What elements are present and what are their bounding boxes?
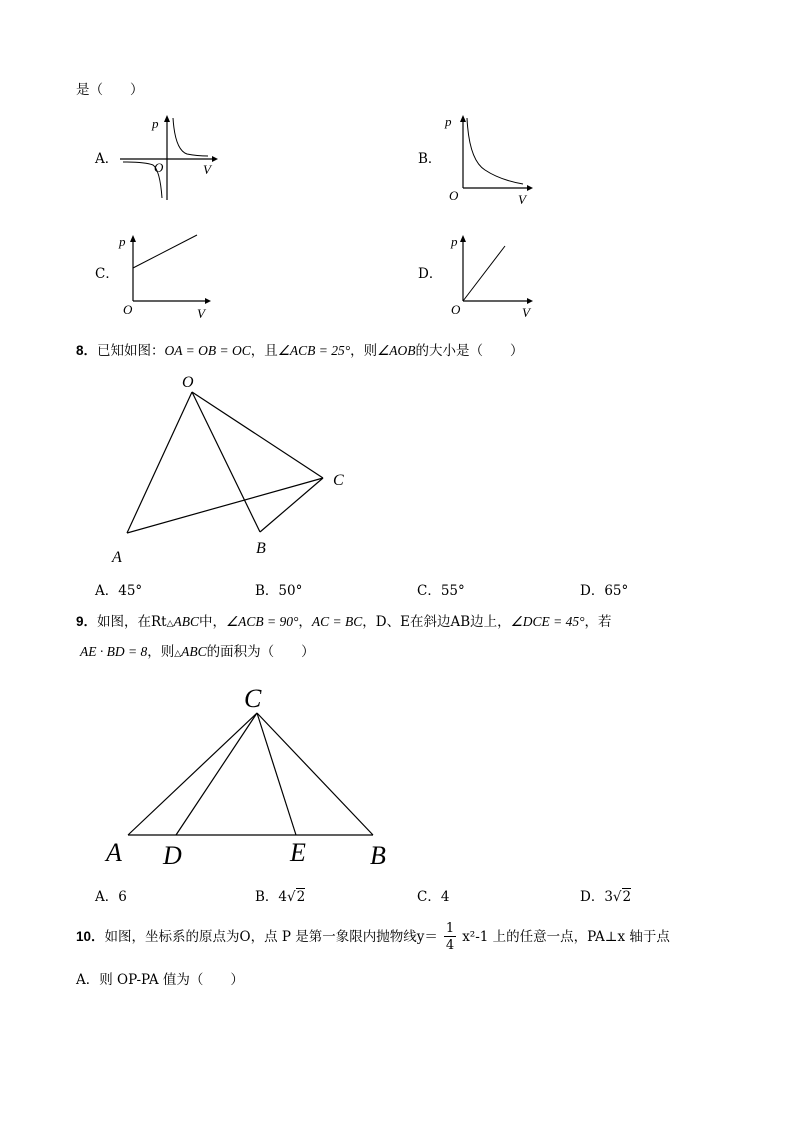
x-arrow-icon — [527, 185, 533, 191]
y-axis-label: p — [445, 114, 452, 129]
q10-stem-line-1 — [76, 922, 670, 953]
q9-number: 9． — [76, 614, 98, 629]
q7-graph-c — [115, 230, 215, 320]
fraction — [444, 922, 456, 953]
segment-OC — [192, 392, 323, 478]
line-graph — [133, 235, 197, 268]
triangle-icon: △ — [174, 649, 182, 659]
q9-text-6: 的面积为（ ） — [206, 644, 315, 660]
x-axis-label: V — [203, 162, 211, 177]
q7-option-d-label: D． — [418, 266, 443, 282]
q8-angle: ∠ACB = 25° — [277, 343, 351, 358]
q9-cond-1: ∠ACB = 90° — [226, 614, 299, 629]
q9-cond-3: ∠DCE = 45° — [510, 614, 585, 629]
segment-OA — [127, 392, 192, 533]
q9-choice-b-coef: B．4 — [255, 889, 288, 905]
y-arrow-icon — [164, 115, 170, 122]
hyperbola-branch-1 — [173, 118, 208, 156]
origin-label: O — [451, 302, 461, 317]
y-arrow-icon — [130, 235, 136, 242]
y-axis-label: p — [451, 234, 458, 249]
segment-CA — [128, 713, 257, 835]
q8-number: 8． — [76, 343, 98, 358]
point-B-label: B — [370, 841, 386, 870]
q8-text-2: ，且 — [250, 343, 278, 359]
q8-choice-a: A．45° — [95, 583, 143, 599]
segment-AC — [127, 478, 323, 533]
triangle-icon: △ — [166, 619, 174, 629]
q9-choice-d-radicand: 2 — [622, 889, 632, 905]
q7-graph-a — [115, 110, 225, 200]
segment-CD — [176, 713, 257, 835]
segment-CB — [257, 713, 373, 835]
y-arrow-icon — [460, 115, 466, 122]
point-C-label: C — [244, 684, 262, 713]
curve — [467, 118, 523, 184]
q8-ask: ∠AOB — [377, 343, 416, 358]
q9-sep: ， — [298, 614, 312, 630]
q7-option-b-label: B． — [418, 151, 442, 167]
q9-choice-b — [255, 888, 305, 906]
x-arrow-icon — [205, 298, 211, 304]
point-A-label: A — [112, 549, 122, 566]
q9-stem-line-2 — [80, 643, 315, 663]
q7-option-c-label: C． — [95, 266, 119, 282]
q7-graph-b — [445, 110, 545, 210]
sqrt-icon: √ — [287, 889, 296, 905]
q9-choice-b-radicand: 2 — [296, 889, 306, 905]
point-E-label: E — [290, 838, 306, 867]
q8-text-1: 已知如图： — [97, 343, 165, 359]
x-axis-label: V — [522, 305, 530, 320]
q9-choice-c: C．4 — [417, 889, 450, 905]
q9-cond-4: AE · BD = 8 — [80, 644, 148, 659]
y-axis-label: p — [152, 116, 159, 131]
x-arrow-icon — [212, 156, 218, 162]
q9-figure — [100, 675, 400, 875]
q10-text-2: x²-1 上的任意一点，PA⊥x 轴于点 — [462, 929, 670, 945]
y-arrow-icon — [460, 235, 466, 242]
q9-abc: ABC — [173, 614, 200, 629]
q9-choice-a: A．6 — [95, 889, 127, 905]
origin-label: O — [123, 302, 133, 317]
q7-graph-d — [445, 230, 545, 320]
segment-BC — [260, 478, 323, 532]
point-B-label: B — [256, 540, 266, 557]
q9-cond-2: AC = BC — [311, 614, 363, 629]
q8-figure — [105, 370, 365, 570]
q9-text-2: 中， — [199, 614, 227, 630]
q9-choice-d — [580, 888, 631, 906]
q8-choice-d: D．65° — [580, 583, 629, 599]
q8-text-4: 的大小是（ ） — [415, 343, 524, 359]
x-axis-label: V — [197, 306, 205, 321]
q10-text-1: 如图，坐标系的原点为O，点 P 是第一象限内抛物线y＝ — [104, 929, 438, 945]
fraction-denominator: 4 — [445, 938, 455, 953]
y-axis-label: p — [119, 234, 126, 249]
q9-text-3: ，D、E在斜边AB边上， — [362, 614, 511, 630]
fraction-numerator: 1 — [445, 921, 455, 936]
origin-label: O — [449, 188, 459, 203]
q10-number: 10． — [76, 929, 105, 944]
q10-stem-line-2: A．则 OP-PA 值为（ ） — [76, 972, 244, 988]
point-A-label: A — [106, 838, 122, 867]
q7-option-a-label: A． — [95, 151, 119, 167]
q9-text-5: ，则 — [147, 644, 175, 660]
q7-tail: 是（ ） — [76, 82, 144, 98]
q9-abc-2: ABC — [181, 644, 207, 659]
point-O-label: O — [182, 374, 194, 391]
x-arrow-icon — [527, 298, 533, 304]
q9-text-1: 如图，在Rt — [97, 614, 167, 630]
q9-choice-d-coef: D．3 — [580, 889, 613, 905]
q9-stem-line-1 — [76, 613, 612, 633]
segment-OB — [192, 392, 260, 532]
q9-text-4: ，若 — [584, 614, 612, 630]
q8-equation: OA = OB = OC — [164, 343, 251, 358]
line-graph — [463, 246, 505, 301]
sqrt-icon: √ — [612, 889, 622, 905]
q8-choice-c: C．55° — [417, 583, 465, 599]
segment-CE — [257, 713, 296, 835]
origin-label: O — [154, 160, 164, 175]
q8-choice-b: B．50° — [255, 583, 303, 599]
x-axis-label: V — [518, 192, 526, 207]
q8-text-3: ，则 — [350, 343, 378, 359]
q8-stem — [76, 342, 523, 360]
point-D-label: D — [163, 841, 182, 870]
point-C-label: C — [333, 472, 344, 489]
